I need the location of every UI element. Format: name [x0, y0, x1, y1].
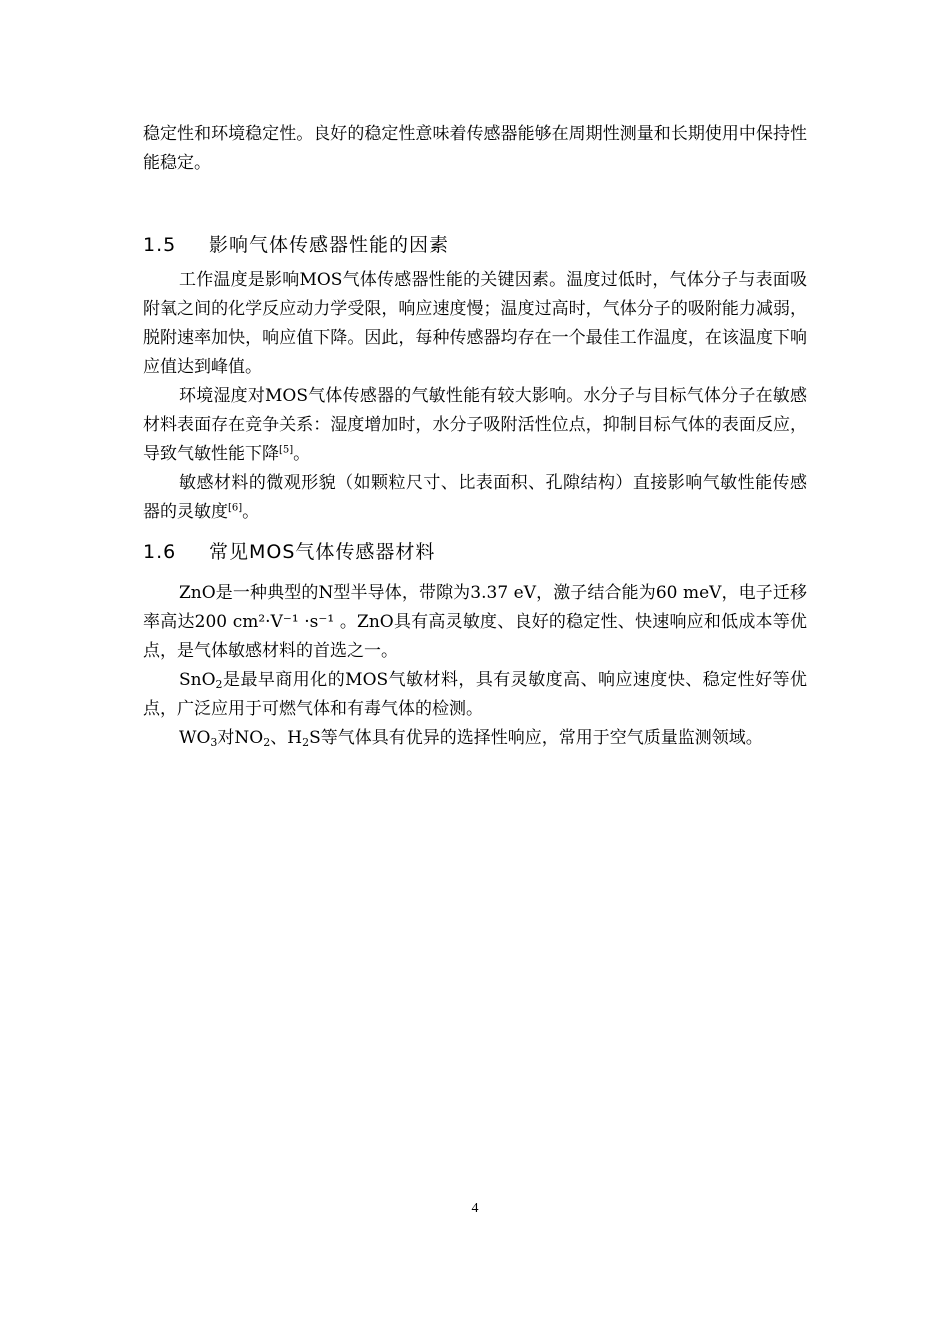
paragraph-text: 敏感材料的微观形貌（如颗粒尺寸、比表面积、孔隙结构）直接影响气敏性能传感器的灵敏度 [143, 473, 807, 522]
paragraph-text: S等气体具有优异的选择性响应，常用于空气质量监测领域。 [309, 728, 763, 748]
formula-text: SnO [179, 670, 216, 690]
section-title: 常见MOS气体传感器材料 [209, 541, 436, 563]
paragraph-text: 、H [270, 728, 303, 748]
paragraph-morphology [143, 469, 807, 527]
paragraph-humidity [143, 382, 807, 469]
paragraph-sno2 [143, 666, 807, 724]
citation-ref: [6] [228, 502, 243, 514]
page-number: 4 [471, 1201, 479, 1216]
section-heading-1-5 [143, 230, 807, 260]
section-number: 1.5 [143, 234, 177, 256]
intro-paragraph: 稳定性和环境稳定性。良好的稳定性意味着传感器能够在周期性测量和长期使用中保持性能稳定。 [143, 124, 807, 173]
formula-subscript: 2 [215, 678, 223, 691]
section-number: 1.6 [143, 541, 177, 563]
section-title: 影响气体传感器性能的因素 [209, 234, 450, 256]
paragraph-wo3 [143, 724, 807, 753]
paragraph-end: 。 [293, 444, 311, 464]
formula-subscript: 3 [210, 736, 218, 749]
formula-text: WO [179, 728, 211, 748]
section-heading-1-6 [143, 537, 807, 567]
formula-subscript: 2 [263, 736, 271, 749]
paragraph-zno: ZnO是一种典型的N型半导体，带隙为3.37 eV，激子结合能为60 meV，电子迁移率高达200 cm²·V⁻¹ ·s⁻¹ 。ZnO具有高灵敏度、良好的稳定性、快速响应和低成本等优点，是气体敏感材料的首选之一。 [143, 583, 807, 661]
citation-ref: [5] [279, 444, 294, 456]
document-page [143, 120, 807, 753]
paragraph-text: 对NO [217, 728, 264, 748]
formula-subscript: 2 [302, 736, 310, 749]
paragraph-temperature: 工作温度是影响MOS气体传感器性能的关键因素。温度过低时，气体分子与表面吸附氧之间的化学反应动力学受限，响应速度慢；温度过高时，气体分子的吸附能力减弱，脱附速率加快，响应值下降。因此，每种传感器均存在一个最佳工作温度，在该温度下响应值达到峰值。 [143, 270, 807, 377]
paragraph-text: 环境湿度对MOS气体传感器的气敏性能有较大影响。水分子与目标气体分子在敏感材料表面存在竞争关系：湿度增加时，水分子吸附活性位点，抑制目标气体的表面反应，导致气敏性能下降 [143, 386, 807, 464]
paragraph-text: 是最早商用化的MOS气敏材料，具有灵敏度高、响应速度快、稳定性好等优点，广泛应用于可燃气体和有毒气体的检测。 [143, 670, 807, 719]
paragraph-end: 。 [242, 502, 260, 522]
